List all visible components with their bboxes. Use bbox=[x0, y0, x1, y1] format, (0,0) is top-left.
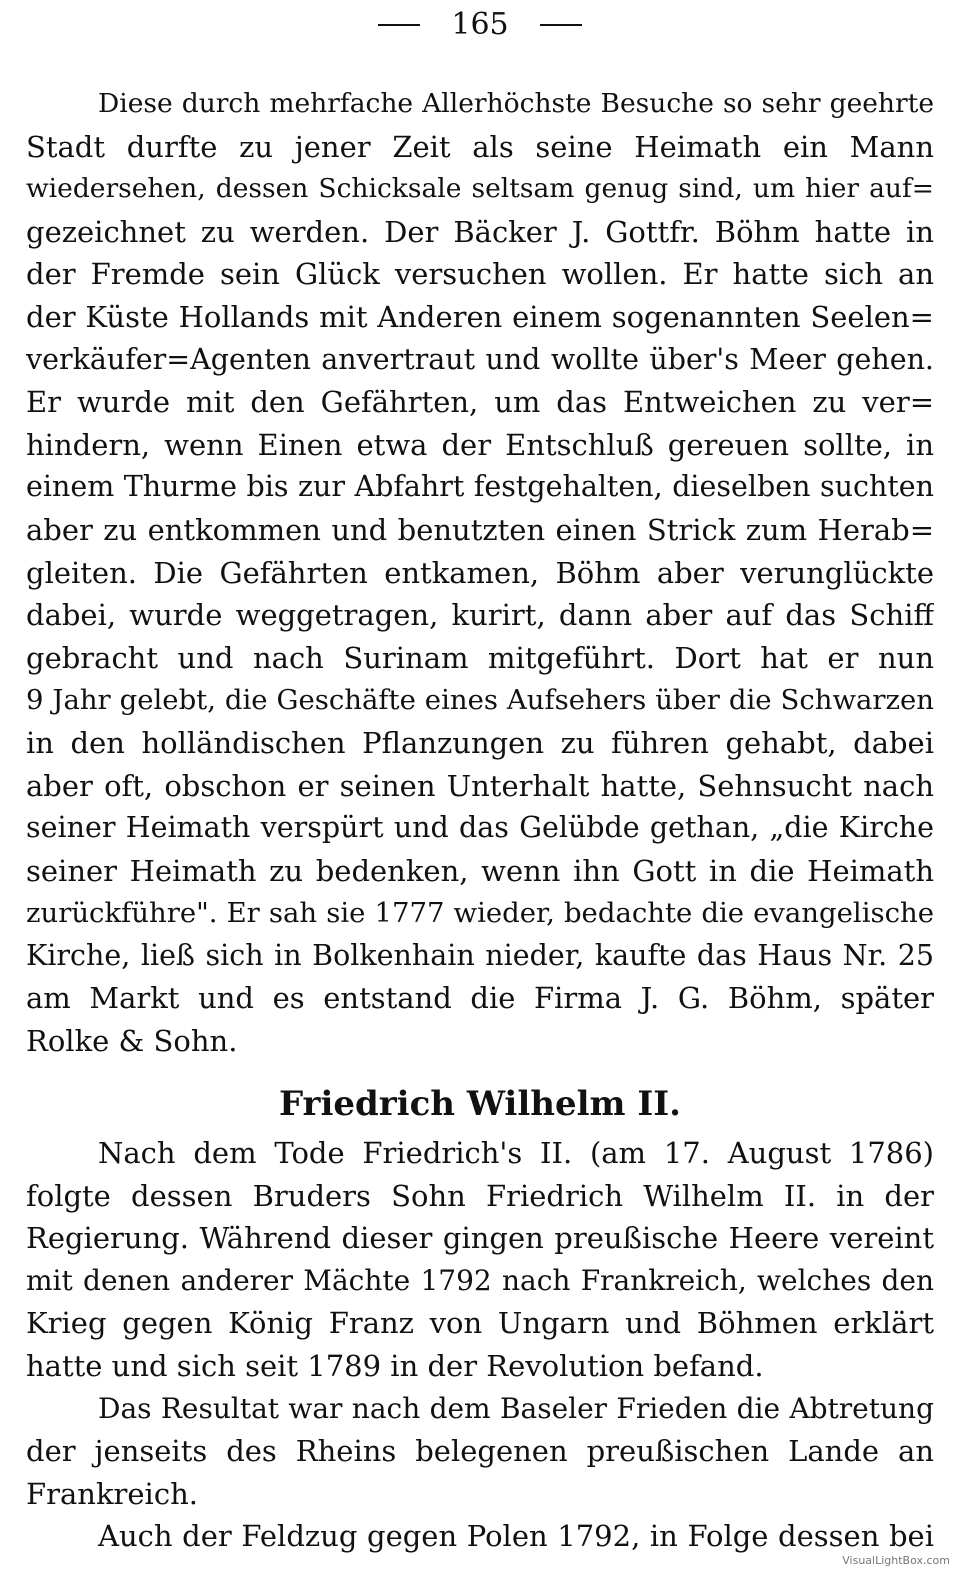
text-line: Frankreich. bbox=[26, 1476, 198, 1511]
watermark: VisualLightBox.com bbox=[842, 1554, 950, 1567]
text-line: Auch der Feldzug gegen Polen 1792, in Folge dessen bei bbox=[98, 1519, 934, 1554]
section-heading-block bbox=[26, 1076, 934, 1132]
text-line: zurückführe". Er sah sie 1777 wieder, bedachte die evangelische bbox=[26, 897, 934, 930]
text-line: mit denen anderer Mächte 1792 nach Frankreich, welches den bbox=[26, 1263, 934, 1297]
text-line: gezeichnet zu werden. Der Bäcker J. Gottfr. Böhm hatte in bbox=[26, 214, 934, 249]
section-text-friedrich-wilhelm bbox=[26, 1132, 934, 1558]
text-line: aber oft, obschon er seinen Unterhalt hatte, Sehnsucht nach bbox=[26, 768, 934, 803]
text-line: in den holländischen Pflanzungen zu führen gehabt, dabei bbox=[26, 725, 934, 760]
text-line: Kirche, ließ sich in Bolkenhain nieder, kaufte das Haus Nr. 25 bbox=[26, 938, 934, 972]
section-text-bohm bbox=[26, 83, 934, 1063]
text-line: Nach dem Tode Friedrich's II. (am 17. August 1786) bbox=[98, 1136, 934, 1170]
section-heading: Friedrich Wilhelm II. bbox=[278, 1084, 681, 1124]
text-line: Stadt durfte zu jener Zeit als seine Heimath ein Mann bbox=[26, 129, 934, 164]
header-dash-right bbox=[540, 24, 582, 26]
text-line: hindern, wenn Einen etwa der Entschluß gereuen sollte, in bbox=[26, 427, 934, 462]
text-line: dabei, wurde weggetragen, kurirt, dann aber auf das Schiff bbox=[26, 598, 934, 633]
text-line: verkäufer=Agenten anvertraut und wollte über's Meer gehen. bbox=[26, 342, 934, 376]
text-line: Rolke & Sohn. bbox=[26, 1024, 238, 1059]
text-line: am Markt und es entstand die Firma J. G. Böhm, später bbox=[26, 981, 934, 1016]
text-line: gebracht und nach Surinam mitgeführt. Dort hat er nun bbox=[26, 640, 934, 675]
text-line: hatte und sich seit 1789 in der Revolution befand. bbox=[26, 1348, 764, 1383]
text-line: seiner Heimath zu bedenken, wenn ihn Gott in die Heimath bbox=[26, 853, 934, 888]
text-line: gleiten. Die Gefährten entkamen, Böhm aber verunglückte bbox=[26, 555, 934, 590]
text-line: Diese durch mehrfache Allerhöchste Besuche so sehr geehrte bbox=[98, 88, 934, 119]
text-line: seiner Heimath verspürt und das Gelübde gethan, „die Kirche bbox=[26, 811, 934, 845]
text-line: der Fremde sein Glück versuchen wollen. Er hatte sich an bbox=[26, 257, 934, 292]
text-line: Krieg gegen König Franz von Ungarn und Böhmen erklärt bbox=[26, 1306, 934, 1341]
page-header bbox=[0, 4, 960, 46]
text-line: Regierung. Während dieser gingen preußische Heere vereint bbox=[26, 1221, 934, 1256]
text-line: der jenseits des Rheins belegenen preußischen Lande an bbox=[26, 1434, 934, 1469]
text-line: folgte dessen Bruders Sohn Friedrich Wilhelm II. in der bbox=[26, 1178, 934, 1213]
page-number: 165 bbox=[451, 7, 509, 42]
text-line: wiedersehen, dessen Schicksale seltsam genug sind, um hier auf= bbox=[26, 173, 934, 205]
text-line: Er wurde mit den Gefährten, um das Entweichen zu ver= bbox=[26, 385, 934, 420]
text-line: einem Thurme bis zur Abfahrt festgehalten, dieselben suchten bbox=[26, 470, 934, 504]
text-line: aber zu entkommen und benutzten einen Strick zum Herab= bbox=[26, 512, 934, 547]
text-line: Das Resultat war nach dem Baseler Frieden die Abtretung bbox=[98, 1391, 934, 1425]
text-line: der Küste Hollands mit Anderen einem sogenannten Seelen= bbox=[26, 299, 934, 334]
text-line: 9 Jahr gelebt, die Geschäfte eines Aufsehers über die Schwarzen bbox=[26, 684, 934, 717]
header-dash-left bbox=[378, 24, 420, 26]
